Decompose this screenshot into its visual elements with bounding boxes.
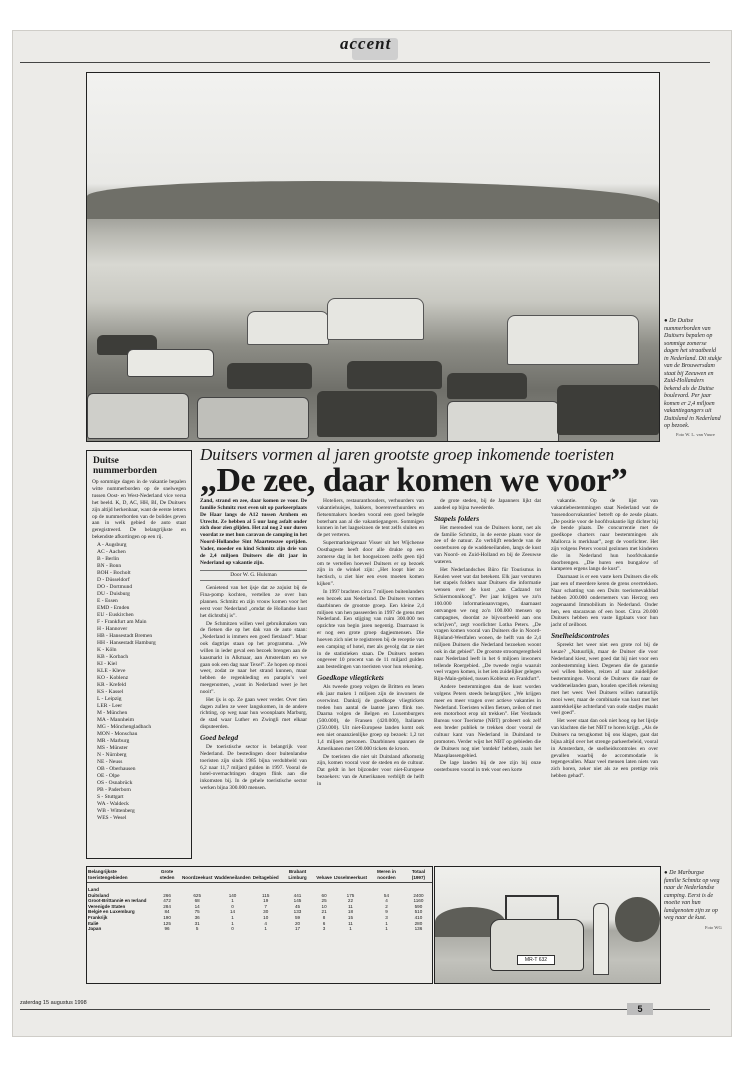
article-column-3 <box>434 498 541 775</box>
table-cell: 4 <box>385 898 388 904</box>
article-paragraph: de grote steden, bij de Japanners lijkt dat aandeel op bijna tweederde. <box>434 498 541 511</box>
plate-item: BN - Bonn <box>97 563 122 570</box>
photo-trees <box>615 897 660 942</box>
table-header-cell: Veluwe <box>315 867 333 883</box>
table-cell: 75 <box>194 909 200 915</box>
table-cell: Groot-Brittannië en Ierland <box>88 898 147 904</box>
table-cell: 11 <box>348 903 353 909</box>
table-cell: 2 <box>385 903 388 909</box>
table-cell: België en Luxemburg <box>88 909 135 915</box>
main-photo <box>86 72 660 442</box>
photo-car <box>447 401 559 442</box>
table-cell: 25 <box>321 898 327 904</box>
table-cell: 1 <box>231 898 234 904</box>
plate-item: MS - Münster <box>97 745 128 752</box>
table-header-cell: Belangrijkste toeristengebieden <box>87 867 153 883</box>
table-cell: 1 <box>231 914 234 920</box>
table-header-cell: Grote steden <box>153 867 181 883</box>
table-cell: 625 <box>193 892 201 898</box>
plate-item: KB - Korbach <box>97 654 129 661</box>
article-paragraph: Het merendeel van de Duitsers komt, net als de familie Schmitz, in de eerste plaats voor de zee of de natuur. Zo verblijft eenderde van de oosterburen op de waddeneilanden, langs de kust van Noord- en Zuid-Holland en bij de Zeeuwse wateren. <box>434 524 541 565</box>
table-cell: 45 <box>294 903 301 909</box>
table-cell: 133 <box>293 909 302 915</box>
subheading: Goedkope vliegtickets <box>317 673 384 683</box>
table-cell: 10 <box>263 914 269 920</box>
article-paragraph: Andere bestemmingen dan de kust worden volgens Peters steeds belangrijker. „We krijgen meer en meer vragen over actieve vakanties in Nederland. Toeristen willen fietsen, zeilen of met een motorboot erop uit trekken”. Het Verdands Bureau voor Toerisme (NBT) probeert ook zelf een breder publiek te trekken door vooral de cultuur kant van Nederland in Duitsland te promoten. Verder wijst het NBT op gebieden die de Duitsers nog niet 'ontdekt' hebben, zoals het Maasplassengebied. <box>434 684 541 759</box>
family-photo-credit: Foto WG <box>705 925 722 930</box>
table-cell: 4 <box>264 920 267 926</box>
table-cell: Italië <box>88 920 99 926</box>
table-cell: Verenigde Staten <box>88 903 126 909</box>
photo-caravan <box>247 311 329 345</box>
plate-item: MR - Marburg <box>97 738 130 745</box>
sidebar-box <box>86 450 192 859</box>
photo-car <box>227 363 312 389</box>
table-cell: 590 <box>414 903 423 909</box>
table-cell: 54 <box>383 892 390 898</box>
plate-item: WES - Wesel <box>97 815 127 822</box>
article-paragraph: In 1997 brachten circa 7 miljoen buitenlanders een bezoek aan Nederland. De Duitsers vormen daarbinnen de grootste groep. Een kleine 2,4 miljoen van hen passeerden in 1997 de grens met Nederland. Een stijging van ruim 300.000 ten opzichte van begin jaren negentig. Daarnaast is er nog een grote groep dagjesmensen. Die hoeven zich niet te registreren bij de receptie van een camping of hotel, met als gevolg dat ze niet in de statistieken staan. De Duitsers nemen ongeveer 10 procent van de 11 miljard gulden aan bestedingen van toeristen voor hun rekening. <box>317 588 424 671</box>
table-cell: 11 <box>348 920 353 926</box>
table-cell: 3 <box>385 914 388 920</box>
table-cell: 410 <box>414 914 423 920</box>
table-cell: Frankrijk <box>88 914 108 920</box>
table-cell: 22 <box>347 898 354 904</box>
plate-item: BOH - Bocholt <box>97 570 131 577</box>
table-cell: 9 <box>385 909 388 915</box>
article-paragraph: Spreekt het weer niet een grote rol bij de keuze? „Natuurlijk, maar de Duitser die voor Nederland kiest, weet goed dat hij niet voor een zonbestemming kiest. Degenen die de garantie wel willen hebben, reizen af naar zuidelijker bestemmingen. Vooral de Duitsers die naar de waddeneilanden gaan, houden specifiek rekening met het weer. Veel Duitsers willen natuurlijk mooi weer, maar de combinatie van kust met het aantrekkelijke achterland van oude stadjes maakt veel goed”. <box>551 642 658 717</box>
table-cell: 8 <box>322 914 326 920</box>
table-cell: 5 <box>195 926 199 932</box>
sidebar-intro: Op sommige dagen in de vakantie bepalen witte nummerborden op de snelwegen tussen Oost- en West-Nederland vice versa het beeld. K, D, AC, HH, BI, De Duitsers zijn altijd herkenbaar, want de eerste letters op de nummerborden van de bolides geven aan in welk gebied de auto staat geregistreerd. De belangrijkste en bekendste afkortingen op een rij. <box>92 479 186 541</box>
article-paragraph: Hoteliers, restauranthouders, verhuurders van vakantiehuisjes, bakkers, boerenverhuurders en fietsenmakers hoeden vooral een goed belegde boterham aan al die vakantiegangers. Sommigen kunnen in het laagseizoen de tent zelfs sluiten en de pet verteren. <box>317 498 424 539</box>
photo-caravan <box>507 315 639 365</box>
article-paragraph: De lage landen bij de zee zijn bij onze oosterburen vooral in trek voor een korte <box>434 760 541 774</box>
photo-caravan <box>327 298 424 340</box>
table-cell: 10 <box>321 903 327 909</box>
plate-item: KI - Kiel <box>97 661 117 668</box>
table-cell: 14 <box>194 903 200 909</box>
plate-item: HB - Hansestadt Bremen <box>97 633 153 640</box>
table-cell: 441 <box>293 892 302 898</box>
plate-item: KS - Kassel <box>97 689 124 696</box>
article-paragraph: vakantie. Op de lijst van vakantiebestemmingen staat Nederland wat de 'tussendoorvakanties' betreft op de zesde plaats. „De positie voor de hoofdvakantie ligt dichter bij de bende plaats. De concurrentie met de goedkope charters naar bestemmingen als Mallorca is merkbaar”, zegt de voorlichter. Het zijn volgens Peters vooral gezinnen met kinderen die in Nederland hun hoofdvakantie doorbrengen. „Die huren een bungalow of kamperen ergens langs de kust”. <box>551 498 658 573</box>
photo-car <box>317 391 437 437</box>
article-column-1 <box>200 498 307 793</box>
plate-item: WB - Wittenberg <box>97 808 135 815</box>
main-photo-caption: ● De Duitse nummerborden van Duitsers bepalen op sommige zomerse dagen het straatbeeld in Nederland. Dit stukje van de Brouwersdam staat bij Zeeuwen en Zuid-Hollanders bekend als de Duitse boulevard. Per jaar komen er 2,4 miljoen vakantiegangers uit Duitsland in Nederland op bezoek. <box>664 318 722 429</box>
article-lead: Zand, strand en zee, daar komen ze voor. De familie Schmitz rust even uit op parkeerplaats De Haar langs de A12 tussen Arnhem en Utrecht. Ze hebben al 5 uur lang asfalt onder zich door zien glijden. Het zal nog 2 uur duren voordat ze met hun caravan de camping in het Noord-Hollandse Sint Maartenszee oprijden. Vader, moeder en kind Schmitz zijn drie van de 2,4 miljoen Duitsers die dit jaar in Nederland op vakantie zijn. <box>200 498 307 566</box>
article-paragraph: Het ijs is op. Ze gaan weer verder. Over tien dagen zullen ze weer langskomen, in de andere richting, op weg naar hun woonplaats Marburg, de stad waar Luther en Zwingli met elkaar disputeerden. <box>200 696 307 731</box>
plate-item: AC - Aachen <box>97 549 126 556</box>
article-byline: Door W. G. Hulsman <box>200 570 307 581</box>
family-photo <box>434 866 661 984</box>
table-cell: 30 <box>263 909 269 915</box>
article-paragraph: Daarnaast is er een vaste kern Duitsers die elk jaar een of meerdere keren de grens overtrekken. Naar schatting van een Duits toerismevakblad hebben 200.000 ondernemers van Herzog een zogenaamd Immobilium in Nederland. Onder hen, een stacaravan of een boot. Circa 20.000 Duitsers hebben een vaste ligplaats voor hun jacht of zeilboot. <box>551 574 658 629</box>
subheading: Goed belegd <box>200 733 239 742</box>
footer-rule <box>20 1009 710 1010</box>
plate-item: OS - Osnabrück <box>97 780 133 787</box>
plate-item: MA - Mannheim <box>97 717 134 724</box>
table-cell: 68 <box>194 898 200 904</box>
table-cell: 284 <box>163 903 171 909</box>
table-cell: 15 <box>347 914 354 920</box>
table-cell: 14 <box>229 909 236 915</box>
plate-item: E - Essen <box>97 598 118 605</box>
plate-item: B - Berlin <box>97 556 119 563</box>
article-paragraph: Het Nederlandsches Büro für Tourismus in Keulen weet wat dat betekent. Elk jaar versturen het stapels folders naar Duitsers die informatie wensen over de kust „van Cadzand tot Schiermonnikoog”. Per jaar krijgen we zo'n 100.000 informatieaanvragen, daarnaast ontvangen we nog zo'n 100.000 mensen op campagnes, doordat ze bijvoorbeeld aan ons schrijven”, zegt voorlichter Lotha Peters. „De vragen komen vooral van Duitsers die in Noord-Rijnland-Westfalen wonen, de helft van de 2,4 miljoen Duitsers die Nederland bezoeken woont ook in dat gebied”. De grootste stroomgeregtheid naar Nederland leeft in het 6 miljoen inwoners tellende Roergebied. „De tweede regio waaruit veel vragen komen, is het iets zuidelijker gelegen Rijn-Main-gebied, tussen Koblenz en Frankfurt”. <box>434 566 541 683</box>
plate-item: MON - Monschau <box>97 731 138 738</box>
subheading: Stapels folders <box>434 513 480 523</box>
table-cell: 0 <box>231 926 234 932</box>
sidebar-title: Duitse nummerborden <box>93 456 157 476</box>
table-cell: 96 <box>164 926 170 932</box>
article-column-2 <box>317 498 424 789</box>
table-cell: 20 <box>294 920 301 926</box>
table-cell: 136 <box>414 926 423 932</box>
table-cell: 472 <box>163 898 171 904</box>
table-cell: 1 <box>385 926 388 932</box>
table-cell: 510 <box>414 909 423 915</box>
table-cell: 1 <box>231 920 234 926</box>
plate-item: DU - Duisburg <box>97 591 130 598</box>
article-paragraph: Genietend van het ijsje dat ze zojuist bij de Fina-pomp kochten, vertellen ze over hun plannen. Schmitz en zijn vrouw komen voor het eerst voor Nederland „omdat de Hollandse kust het dichtstbij is”. <box>200 585 307 619</box>
header-rule <box>20 62 710 63</box>
plate-item: DO - Dortmund <box>97 584 133 591</box>
table-cell: 19 <box>263 898 269 904</box>
table-cell: 1 <box>385 920 388 926</box>
main-photo-credit: Foto W. L. van Vuure <box>676 432 715 437</box>
article-paragraph: De Schmitzen willen veel gebruikmaken van de fietsen die op het dak van de auto staan: „Nederland is immers een goed fietsland”. Maar ook dagtrips staan op het programma. „We willen in ieder geval een bezoek brengen aan de kaasmarkt in Alkmaar, aan Amsterdam en we gaan ook een dag naar Texel”. Ze hopen op mooi weer, zodat ze naar het strand kunnen, maar hebben de regenkleding en parapluʼs wel meegenomen, „want in Nederland weet je het nooit”. <box>200 620 307 695</box>
table-cell: 21 <box>321 909 327 915</box>
table-cell: Duitsland <box>88 892 109 898</box>
article-paragraph: De toeristische sector is belangrijk voor Nederland. De bestedingen door buitenlandse toeristen zijn sinds 1985 bijna verdubbeld van 6,2 naar 11,7 miljard gulden in 1997. Vooral de hotel-overnachtingen dragen flink aan die inkomsten bij. In de gehele toeristische sector werken bijna 300.000 mensen. <box>200 744 307 792</box>
photo-car <box>347 361 442 389</box>
table-cell: 0 <box>231 903 234 909</box>
plate-item: LER - Leer <box>97 703 123 710</box>
table-cell: 145 <box>293 898 302 904</box>
table-header-cell: Noordzeekust <box>181 867 213 883</box>
page-number: 5 <box>627 1003 653 1015</box>
plate-item: A - Augsburg <box>97 542 127 549</box>
article-paragraph: De toeristen die niet uit Duitsland afkomstig zijn, komen vooral voor de steden en de cultuur. Dat geldt in het bijzonder voor niet-Europese bezoekers: van de Amerikanen verblijft de helft in <box>317 753 424 787</box>
plate-item: WA - Waldeck <box>97 801 129 808</box>
article-column-4 <box>551 498 658 781</box>
photo-dune <box>87 181 659 219</box>
table-cell: 1160 <box>413 898 424 904</box>
table-cell: 31 <box>194 920 200 926</box>
table-cell: 175 <box>346 892 355 898</box>
plate-list <box>97 542 191 822</box>
table-cell: 115 <box>262 892 270 898</box>
subheading: Snelheidscontroles <box>551 631 610 641</box>
article-paragraph: Als tweede groep volgen de Britten en lenen elk jaar maken 1 miljoen zijn de inwoners de overwinst. Dankzij de goedkope vliegtickets treden hun aantal de laatste jaren flink toe. Daarna volgen de Belgen en Luxemburgers (500.000), de Fransen (420.000), Italianen (250.000). Uit niet-Europese landen komt ook een niet onaanzienlijke groep op bezoek: 1,2 tot 1,4 miljoen personen. Daarbinnen spannen de Amerikanen met 590.000 tickets de kroon. <box>317 684 424 752</box>
license-plate: MR-T 632 <box>517 955 555 965</box>
plate-item: S - Stuttgart <box>97 794 124 801</box>
plate-item: MG - Mönchengladbach <box>97 724 152 731</box>
plate-item: N - Nürnberg <box>97 752 127 759</box>
plate-item: K - Köln <box>97 647 117 654</box>
table-header-cell: Totaal (1997) <box>405 867 432 883</box>
table-header-cell: IJsselmeerkust <box>333 867 368 883</box>
plate-item: EMD - Emden <box>97 605 130 612</box>
table-header-row <box>87 867 432 883</box>
plate-item: NE - Neuss <box>97 759 123 766</box>
photo-person <box>593 903 609 975</box>
article-kicker: Duitsers vormen al jaren grootste groep inkomende toeristen <box>200 445 615 464</box>
table-cell: 18 <box>347 909 354 915</box>
photo-car <box>447 373 527 399</box>
photo-car <box>197 397 309 439</box>
tourism-table <box>86 866 433 984</box>
table-cell: 84 <box>164 909 170 915</box>
plate-item: L - Leipzig <box>97 696 122 703</box>
table-cell: 125 <box>163 920 171 926</box>
table-cell: 1 <box>349 926 352 932</box>
plate-item: OE - Olpe <box>97 773 120 780</box>
plate-item: HH - Hansestadt Hamburg <box>97 640 156 647</box>
article-paragraph: Supermarkteigenaar Visser uit het Wijchense Oosthageste heeft door alle drukte op een zomerse dag in het hoogseizoen zelfs geen tijd om te vertellen hoeveel Duitsers er op bezoek zijn in de winkel zijn: „Het loopt hier zo hectisch, u ziet hier een even moeten komen kijken”. <box>317 540 424 588</box>
table-cell: 1 <box>264 926 267 932</box>
article-headline: „De zee, daar komen we voor” <box>200 462 628 499</box>
table-cell: Japan <box>88 926 102 932</box>
table-header-cell: Meren in noorden <box>368 867 405 883</box>
table-cell: 17 <box>294 926 301 932</box>
plate-item: F - Frankfurt am Main <box>97 619 147 626</box>
table-header-cell: Deltagebied <box>252 867 280 883</box>
photo-car <box>87 393 189 439</box>
table-row <box>87 926 432 932</box>
plate-item: KLE - Kleve <box>97 668 126 675</box>
plate-item: KO - Koblenz <box>97 675 129 682</box>
plate-item: EU - Euskirchen <box>97 612 134 619</box>
table-header-cell: Brabant Limburg <box>280 867 316 883</box>
table-cell: 3 <box>322 926 326 932</box>
plate-item: KR - Krefeld <box>97 682 127 689</box>
article-paragraph: Het weer staat dan ook niet hoog op het lijstje van klachten die het NBT te horen krijgt. „Als de Duitsers na terugkomst bij ons klagen, gaat dat bijna altijd over het strenge parkeerbeleid, vooral in Amsterdam, de snelheidscontroles en over gevallen waarbij de accommodatie is tegengevallen. Maar veel mensen laten niets van zich horen, zeker niet als ze een prettige reis hebben gehad”. <box>551 718 658 780</box>
table-cell: 140 <box>228 892 237 898</box>
footer-date: zaterdag 15 augustus 1998 <box>20 1000 87 1006</box>
plate-item: H - Hannover <box>97 626 128 633</box>
plate-item: PB - Paderborn <box>97 787 131 794</box>
plate-item: D - Düsseldorf <box>97 577 130 584</box>
table-cell: 280 <box>414 920 423 926</box>
table-cell: 190 <box>163 914 171 920</box>
table-cell: 6 <box>322 920 326 926</box>
table-cell: 60 <box>321 892 327 898</box>
plate-item: M - München <box>97 710 128 717</box>
table-group-label: Land <box>88 887 99 892</box>
family-photo-caption: ● De Marburgse familie Schmitz op weg naar de Nederlandse camping. Eerst is de moeite van hun landgenoten zijn ze op weg naar de kust. <box>664 870 720 921</box>
table-cell: 7 <box>264 903 267 909</box>
plate-item: OB - Oberhausen <box>97 766 136 773</box>
section-header: accent <box>340 34 392 53</box>
photo-car <box>557 385 659 435</box>
table-header-cell: Waddeneilanden <box>213 867 251 883</box>
photo-car <box>127 349 214 377</box>
table-cell: 2400 <box>413 892 424 898</box>
table-cell: 59 <box>294 914 301 920</box>
table-cell: 36 <box>194 914 200 920</box>
table-cell: 266 <box>163 892 171 898</box>
